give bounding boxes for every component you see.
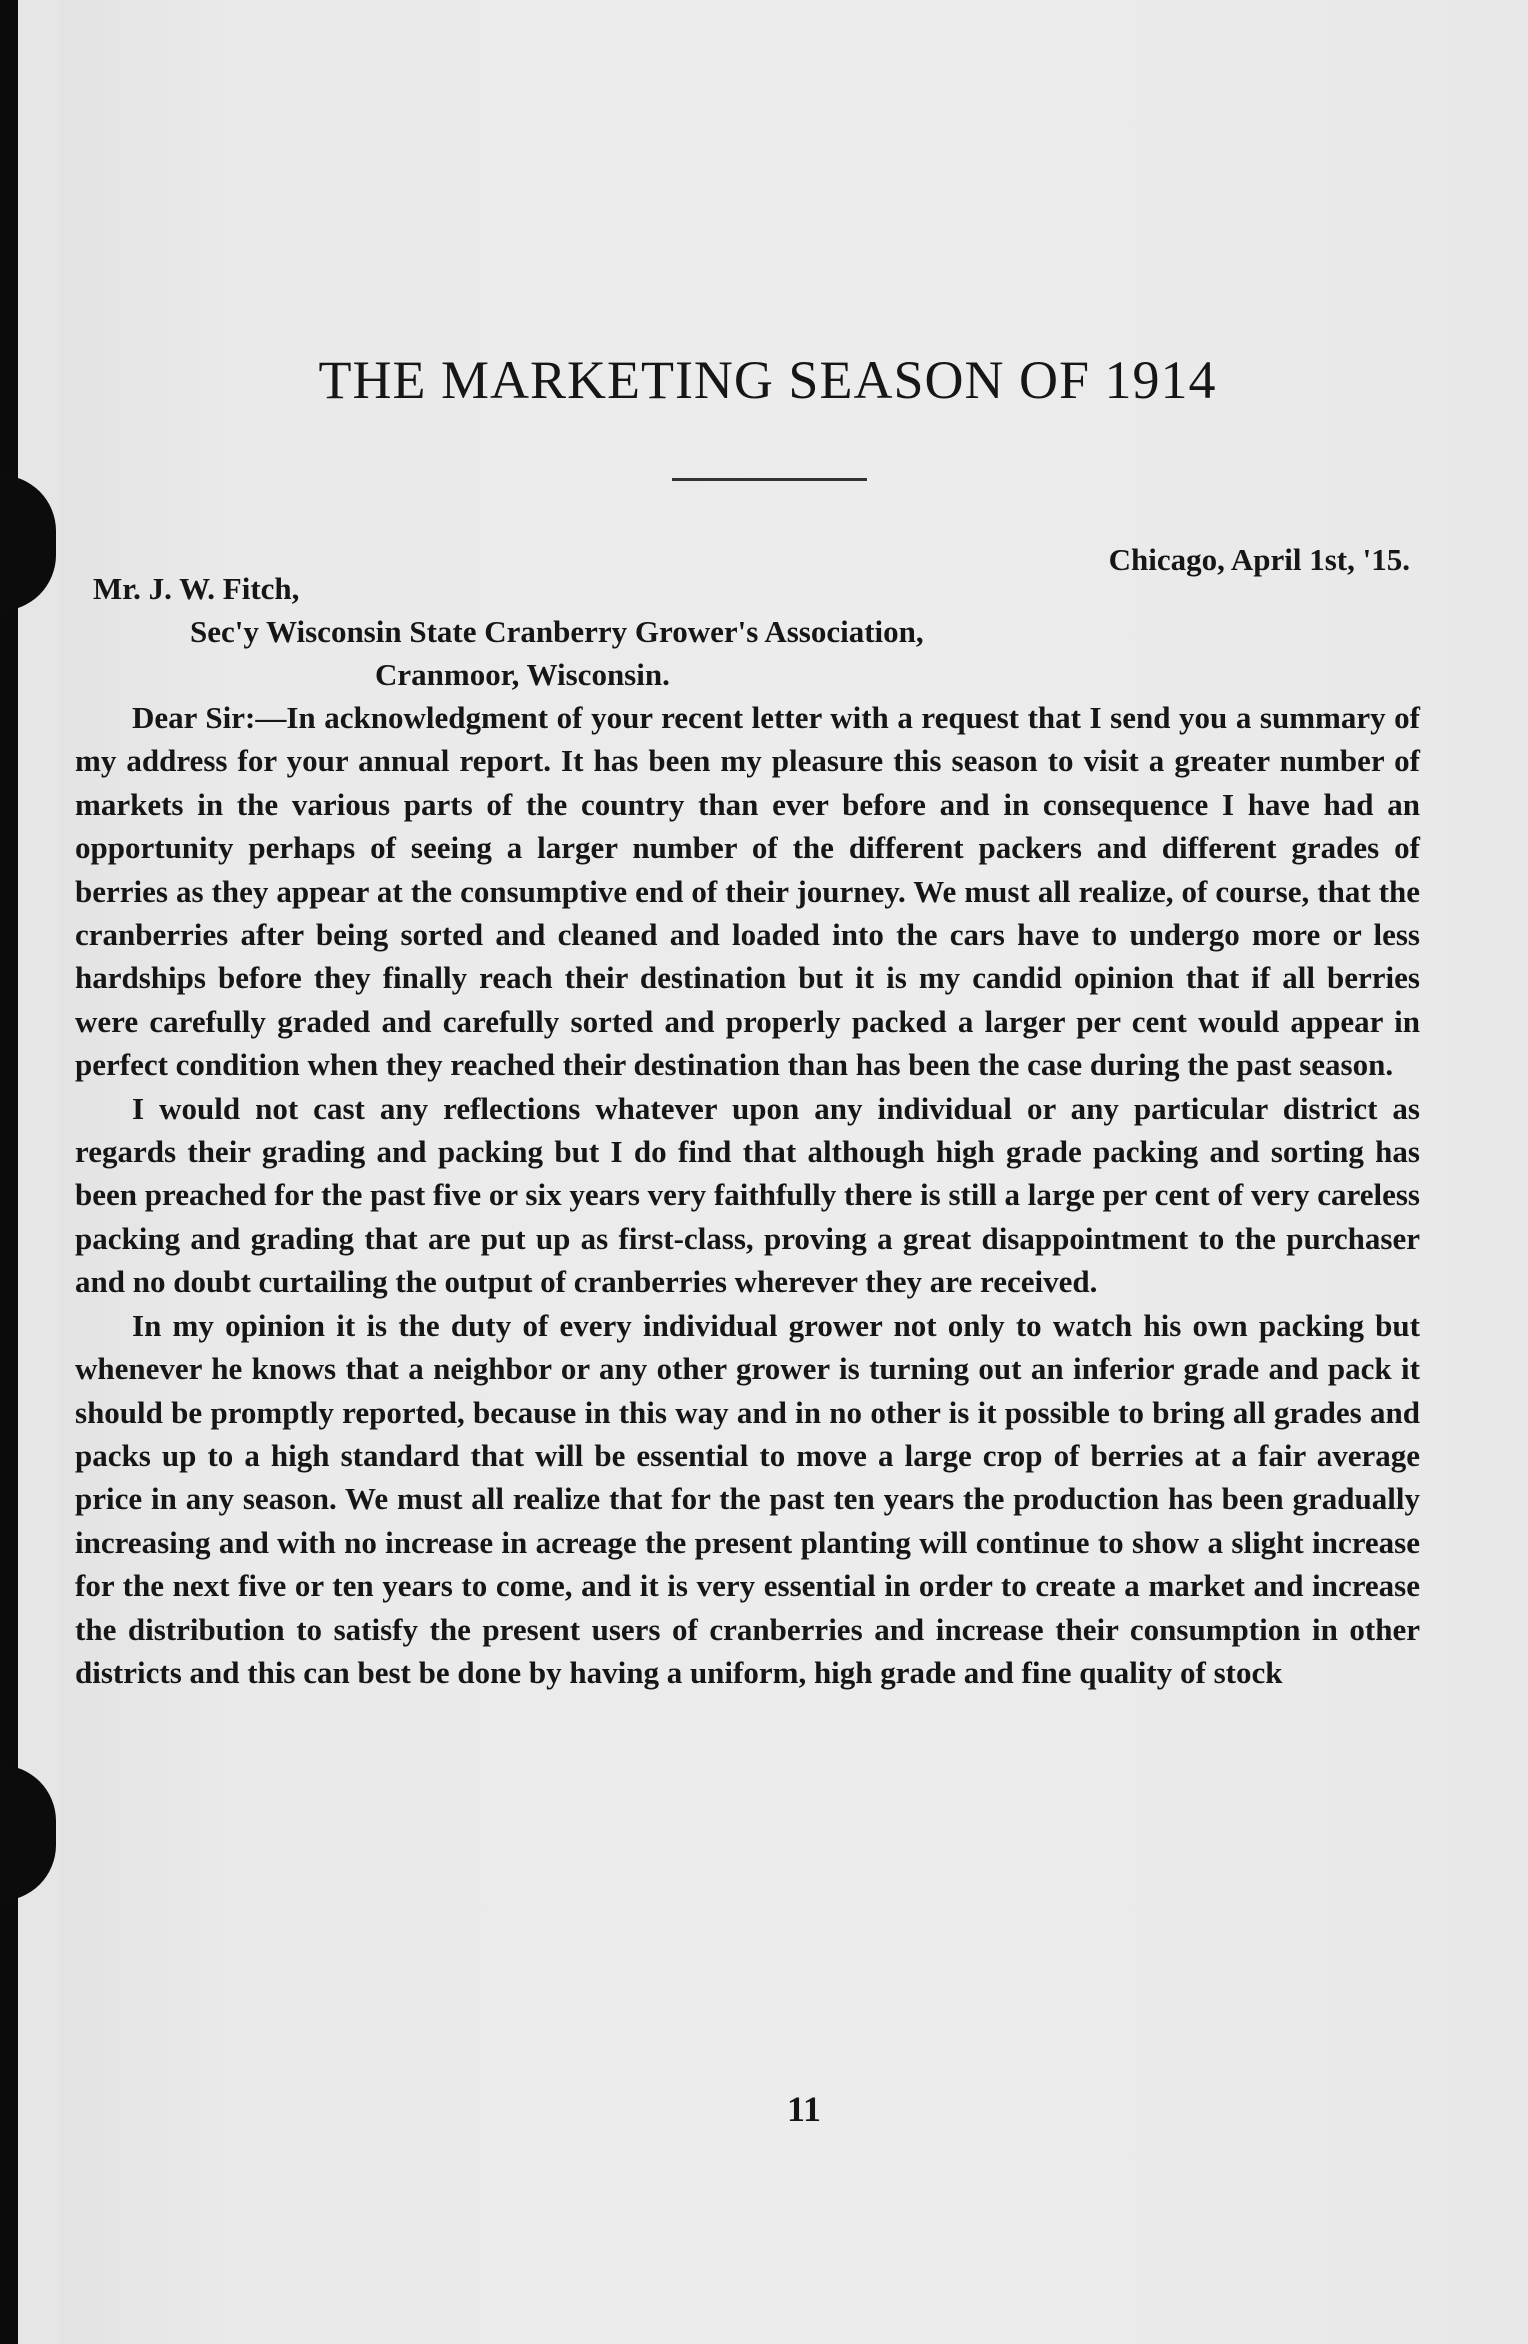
addressee-name: Mr. J. W. Fitch, <box>93 571 300 606</box>
binder-hole-bottom <box>0 1765 56 1901</box>
page-number: 11 <box>786 2089 821 2129</box>
addressee-position: Sec'y Wisconsin State Cranberry Grower's Association, <box>190 614 924 649</box>
addressee-block <box>75 567 1420 696</box>
page-content <box>75 350 1420 1694</box>
body-paragraph-2: I would not cast any reflections whatever upon any individual or any particular district as regards their grading and packing but I do find that although high grade packing and sorting has been preached for the past five or six years very faithfully there is still a large per cent of very careless packing and grading that are put up as first-class, proving a great disappointment to the purchaser and no doubt curtailing the output of cranberries wherever they are received. <box>75 1090 1420 1300</box>
body-paragraph-1: Dear Sir:—In acknowledgment of your recent letter with a request that I send you a summary of my address for your annual report. It has been my pleasure this season to visit a greater number of markets in the various parts of the country than ever before and in consequence I have had an opportunity perhaps of seeing a larger number of the different packers and different grades of berries as they appear at the consumptive end of their journey. We must all realize, of course, that the cranberries after being sorted and cleaned and loaded into the cars have to undergo more or less hardships before they finally reach their destination but it is my candid opinion that if all berries were carefully graded and carefully sorted and properly packed a larger per cent would appear in perfect condition when they reached their destination than has been the case during the past season. <box>75 700 1420 1083</box>
title-divider <box>672 478 867 481</box>
addressee-location: Cranmoor, Wisconsin. <box>375 657 670 692</box>
page-title: THE MARKETING SEASON OF 1914 <box>318 350 1217 410</box>
binding-edge <box>0 0 18 2344</box>
document-page <box>60 0 1528 2344</box>
binder-hole-top <box>0 475 56 611</box>
body-paragraph-3: In my opinion it is the duty of every individual grower not only to watch his own packing but whenever he knows that a neighbor or any other grower is turning out an inferior grade and pack it should be promptly reported, because in this way and in no other is it possible to bring all grades and packs up to a high standard that will be essential to move a large crop of berries at a fair average price in any season. We must all realize that for the past ten years the production has been gradually increasing and with no increase in acreage the present planting will continue to show a slight increase for the next five or ten years to come, and it is very essential in order to create a market and increase the distribution to satisfy the present users of cranberries and increase their consumption in other districts and this can best be done by having a uniform, high grade and fine quality of stock <box>75 1307 1420 1690</box>
dateline: Chicago, April 1st, '15. <box>1108 542 1410 577</box>
